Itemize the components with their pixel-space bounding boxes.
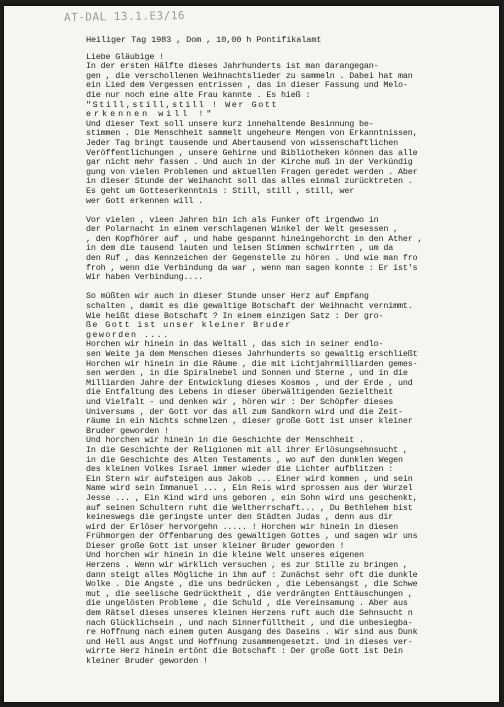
text-line: gen , die verschollenen Weihnachtslieder zu sammeln . Dabei hat man [86,71,413,81]
text-line: der Polarnacht in einem verschlagenen Winkel der Welt gesessen , [86,225,399,235]
text-line: in die Geschichte des Alten Testaments , wo auf den dunklen Wegen [86,455,403,465]
text-line: räume in ein Nichts schmelzen , dieser große Gott ist unser kleiner [86,417,413,427]
text-line: dann steigt alles Mögliche in ihm auf : Zunächst sehr oft die dunkle [86,570,418,580]
text-line: Und horchen wir hinein in die kleine Welt unseres eigenen [86,551,364,561]
text-line: gar nicht mehr fassen . Und auch in der Kirche muß in der Verkündig [86,158,413,168]
text-line: Es geht um Gotteserkenntnis : Still, still , still, wer [86,186,355,196]
text-line: Herzens . Wenn wir wirklich versuchen , es zur Stille zu bringen , [86,561,408,571]
salutation: Liebe Gläubige ! [86,52,165,62]
text-line: keineswegs die geringste unter den Städten Judas , denn aus dir [86,513,394,523]
text-line: Frühmorgen der Offenbarung des gewaltigen Gottes , und sagen wir uns [86,532,418,542]
text-line: stimmen . Die Menschheit sammelt ungeheure Mengen von Erkanntnissen, [86,129,418,139]
text-line: geworden .... [86,330,170,340]
text-line: Jeder Tag bringt tausende und Abertausend von wissenschaftlichen [86,138,399,148]
text-line: Und horchen wir hinein in die Geschichte der Menschheit . [86,436,364,446]
text-line: in dem die tausend lauten und leisen Stimmen schwirrten , um da [86,244,394,254]
text-line: den Ruf , das Kennzeichen der Gegenstelle zu hören . Und wie man fro [86,254,418,264]
text-line: Milliarden Jahre der Entwicklung dieses Kosmos , und der Erde , und [86,378,413,388]
text-line: re Hoffnung nach einem guten Ausgang des Daseins . Wir sind aus Dunk [86,628,418,638]
text-line: In der ersten Hälfte dieses Jahrhunderts ist man darangegan- [86,62,379,72]
text-line: Vor vielen , vieen Jahren bin ich als Funker oft irgendwo in [86,215,379,225]
text-line: in dieser Stunde der Weihancht soll das alles einmal zurücktreten . [86,177,413,187]
text-line: Dieser große Gott ist unser kleiner Bruder geworden ! [86,541,345,551]
text-line: sen Weite ja dem Menschen dieses Jahrhunderts so gewaltig erschließt [86,350,418,359]
text-line: sen werden , in die Spiralnebel und Sonnen und Sterne , und in die [86,369,408,379]
text-line: Bruder geworden ! [86,426,169,436]
text-line: und Vielfalt - und denken wir , hören wir : Der Schöpfer dieses [86,397,394,407]
paragraph-4 [86,340,490,666]
text-line: die ungelösten Probleme , die Schuld , die Vereinsamung . Aber aus [86,599,408,609]
text-line: wer Gott erkennen will . [86,196,204,206]
text-line: Horchen wir hinein in die Räume , die mit Lichtjahrmilliarden gemes- [86,359,418,369]
text-line: Und dieser Text soll unsere kurz innehaltende Besinnung be- [86,119,374,129]
text-line: gung von vielen Problemen und aktuellen Fragen geredet werden . Aber [86,167,418,177]
paragraph-3 [86,292,490,340]
text-line: Ein Stern wir aufsteigen aus Jakob ... Einer wird kommen , und sein [86,474,413,484]
text-line: erkennen will !" [86,110,215,120]
text-line: auf seinen Schultern ruht die Weltherrschaft... , Du Bethlehem bist [86,503,413,513]
text-line: wirrte Herz hinein ertönt die Botschaft : Der große Gott ist Dein [86,647,403,657]
text-line: des kleinen Volkes Israel immer wieder die Lichter aufblitzen : [86,465,394,475]
text-line: Wie heißt diese Botschaft ? In einem einzigen Satz : Der gro- [86,311,384,321]
archive-stamp: AT-DAL 13.1.E3/16 [63,8,186,25]
text-line: Wir haben Verbindung.... [86,273,204,283]
text-line: , den Kopfhörer auf , und habe gespannt hineingehorcht in den Äther , [86,234,423,244]
text-line: dem Rätsel dieses unseres kleinen Herzens ruft auch die Sehnsucht n [86,609,413,619]
document-page [4,6,499,702]
text-line: kleiner Bruder geworden ! [86,657,208,666]
typed-text [86,36,490,667]
text-line: Veröffentlichungen , unsere Gehirne und Bibliotheken können das alle [86,148,418,158]
paragraph-1 [86,62,490,206]
text-line: und Hell aus Angst und Hoffnung zusammengesetzt. Und in dieses ver- [86,637,413,647]
text-line: wird der Erlöser hervorgehn ..... ! Horchen wir hinein in diesen [86,522,399,532]
document-title: Heiliger Tag 1983 , Dom , 10,00 h Pontifikalamt [86,36,322,45]
text-line: ße Gott ist unser kleiner Bruder [86,321,292,331]
text-line: froh , wenn die Verbindung da war , wenn man sagen konnte : Er ist's [86,263,418,273]
text-line: So müßten wir auch in dieser Stunde unser Herz auf Empfang [86,292,369,302]
text-line: In die Geschichte der Religionen mit all ihrer Erlösungsehnsucht , [86,445,408,455]
text-line: die Entfaltung des Lebens in dieser überwältigenden Gezieltheit [86,388,394,398]
paragraph-2 [86,216,490,283]
text-line: Name wird sein Immanuel ... , Ein Reis wird sprossen aus der Wurzel [86,484,413,494]
text-line: Horchen wir hinein in das Weltall , das sich in seiner endlo- [86,340,384,350]
text-line: "Still,still,still ! Wer Gott [86,100,279,110]
text-line: schalten , damit es die gewaltige Botschaft der Weihnacht vernimmt. [86,302,413,312]
text-line: Jesse ... , Ein Kind wird uns geboren , ein Sohn wird uns geschenkt, [86,493,418,503]
text-line: Universums , der Gott vor das all zum Sandkorn wird und die Zeit- [86,407,403,417]
text-line: die nur noch eine alte Frau kannte . Es hieß : [86,90,311,100]
text-line: ein Lied dem Vergessen entrissen , das in dieser Fassung und Melo- [86,81,408,91]
text-line: Wolke . Die Ängste , die uns bedrücken , die Lebensangst , die Schwe [86,580,418,590]
text-line: nach Glücklichsein , und nach Sinnerfülltheit , und die unbesiegba- [86,618,413,628]
text-line: mut , die seelische Gedrücktheit , die verdrängten Enttäuschungen , [86,589,413,599]
